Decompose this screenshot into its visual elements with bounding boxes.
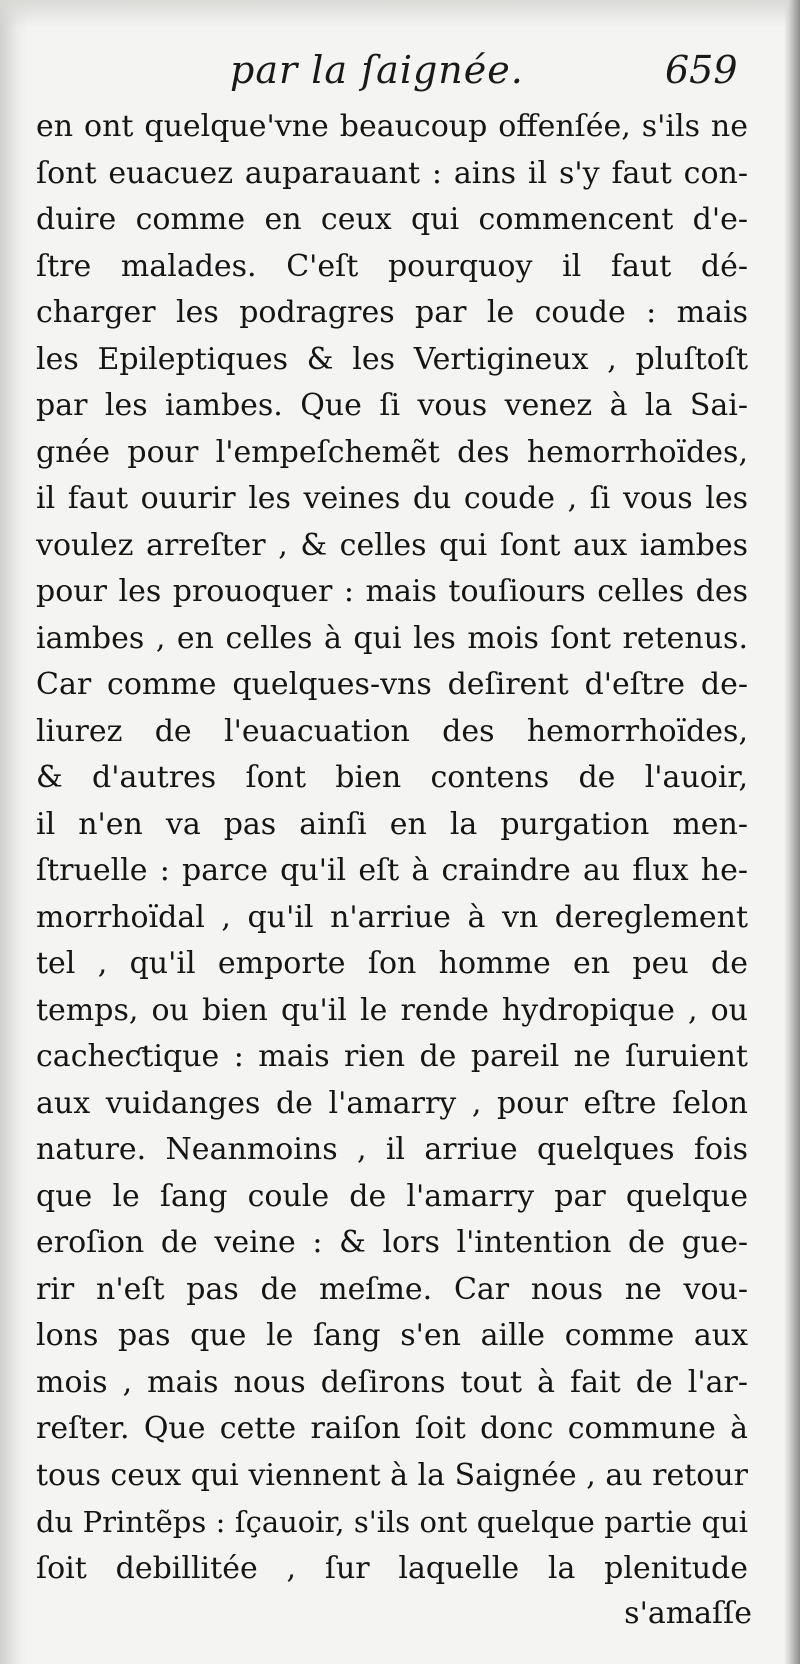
top-edge-shadow bbox=[0, 0, 800, 28]
text-line: par les iambes. Que ſi vous venez à la Sai- bbox=[36, 388, 748, 423]
text-line: temps, ou bien qu'il le rende hydropique , ou bbox=[36, 992, 748, 1028]
text-line: duire comme en ceux qui commencent d'e- bbox=[36, 202, 748, 237]
text-line: ſtruelle : parce qu'il eſt à craindre au flux he- bbox=[36, 853, 748, 888]
text-line: pour les prouoquer : mais touſiours celles des bbox=[36, 574, 748, 609]
text-line: mois , mais nous deſirons tout à fait de l'ar- bbox=[36, 1364, 748, 1400]
running-head: par la ſaignée. bbox=[230, 48, 524, 92]
text-line: tel , qu'il emporte ſon homme en peu de bbox=[36, 946, 748, 981]
page-number: 659 bbox=[665, 48, 738, 92]
text-line: morrhoïdal , qu'il n'arriue à vn dereglement bbox=[36, 899, 748, 935]
text-line: lons pas que le ſang s'en aille comme aux bbox=[36, 1318, 748, 1353]
text-line: Car comme quelques-vns deſirent d'eſtre de- bbox=[36, 667, 748, 702]
page-edge bbox=[784, 0, 800, 1664]
text-line: en ont quelque'vne beaucoup offenſée, s'ils ne bbox=[36, 109, 748, 144]
text-line: ſoit debillitée , ſur laquelle la plenitude bbox=[36, 1550, 748, 1586]
text-line: cacheƈtique : mais rien de pareil ne ſuruient bbox=[36, 1039, 748, 1074]
catchword: s'amaſſe bbox=[624, 1596, 752, 1631]
text-line: tous ceux qui viennent à la Saignée , au retour bbox=[36, 1457, 748, 1493]
text-line: iambes , en celles à qui les mois ſont retenus. bbox=[36, 620, 748, 656]
text-line: charger les podragres par le coude : mais bbox=[36, 295, 748, 330]
text-line: aux vuidanges de l'amarry , pour eſtre ſelon bbox=[36, 1085, 748, 1121]
body-text bbox=[36, 104, 748, 1592]
text-line: les Epileptiques & les Vertigineux , pluſtoſt bbox=[36, 341, 748, 377]
text-line: ſtre malades. C'eſt pourquoy il faut dé- bbox=[36, 248, 748, 284]
text-line: liurez de l'euacuation des hemorrhoïdes, bbox=[36, 713, 748, 749]
text-line: il faut ouurir les veines du coude , ſi vous les bbox=[36, 481, 748, 516]
text-line: que le ſang coule de l'amarry par quelque bbox=[36, 1178, 748, 1214]
text-line: du Printẽps : ſçauoir, s'ils ont quelque partie qui bbox=[36, 1505, 748, 1539]
text-line: reſter. Que cette raiſon ſoit donc commune à bbox=[36, 1411, 748, 1446]
text-line: nature. Neanmoins , il arriue quelques fois bbox=[36, 1132, 748, 1167]
text-line: voulez arreſter , & celles qui ſont aux iambes bbox=[36, 527, 748, 563]
gutter-shadow bbox=[0, 0, 28, 1664]
text-line: rir n'eſt pas de meſme. Car nous ne vou- bbox=[36, 1271, 748, 1307]
text-line: eroſion de veine : & lors l'intention de gue- bbox=[36, 1225, 748, 1260]
text-line: & d'autres ſont bien contens de l'auoir, bbox=[36, 760, 748, 795]
text-line: il n'en va pas ainſi en la purgation men- bbox=[36, 806, 748, 842]
text-line: ſont euacuez auparauant : ains il s'y faut con- bbox=[36, 155, 748, 191]
text-line: gnée pour l'empeſchemẽt des hemorrhoïdes, bbox=[36, 434, 748, 470]
